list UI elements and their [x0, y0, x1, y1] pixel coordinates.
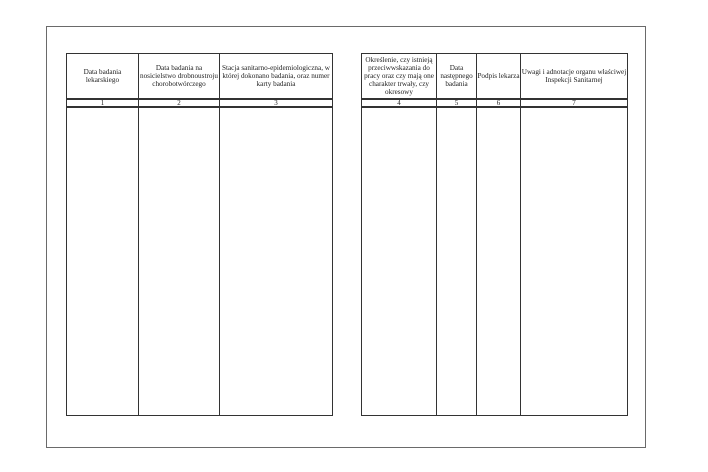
- left-register-table: [66, 53, 333, 416]
- entry-area-row: [362, 107, 628, 416]
- column-header-contraindications: Określenie, czy istnieją przeciwwskazania do pracy oraz czy mają one charakter trwały, czy okresowy: [362, 54, 437, 100]
- column-number: 1: [67, 99, 139, 107]
- column-header-carrier-test-date: Data badania na nosicielstwo drobnoustroju chorobotwórczego: [139, 54, 220, 100]
- entry-cell-exam-date[interactable]: [67, 107, 139, 416]
- column-header-inspection-remarks: Uwagi i adnotacje organu właściwej Inspekcji Sanitarnej: [521, 54, 628, 100]
- header-row: [362, 54, 628, 100]
- form-sheet: [46, 26, 646, 448]
- column-number: 6: [477, 99, 521, 107]
- column-number: 5: [437, 99, 477, 107]
- entry-cell-contraindications[interactable]: [362, 107, 437, 416]
- column-number: 7: [521, 99, 628, 107]
- entry-cell-doctor-signature[interactable]: [477, 107, 521, 416]
- column-header-sanitary-station: Stacja sanitarno-epidemiologiczna, w której dokonano badania, oraz numer karty badania: [220, 54, 333, 100]
- column-number: 3: [220, 99, 333, 107]
- column-header-exam-date: Data badania lekarskiego: [67, 54, 139, 100]
- entry-cell-inspection-remarks[interactable]: [521, 107, 628, 416]
- column-number: 2: [139, 99, 220, 107]
- right-register-table: [361, 53, 628, 416]
- entry-cell-carrier-test-date[interactable]: [139, 107, 220, 416]
- column-header-doctor-signature: Podpis lekarza: [477, 54, 521, 100]
- column-number: 4: [362, 99, 437, 107]
- column-number-row: [362, 99, 628, 107]
- entry-area-row: [67, 107, 333, 416]
- entry-cell-next-exam-date[interactable]: [437, 107, 477, 416]
- entry-cell-sanitary-station[interactable]: [220, 107, 333, 416]
- header-row: [67, 54, 333, 100]
- column-header-next-exam-date: Data następnego badania: [437, 54, 477, 100]
- column-number-row: [67, 99, 333, 107]
